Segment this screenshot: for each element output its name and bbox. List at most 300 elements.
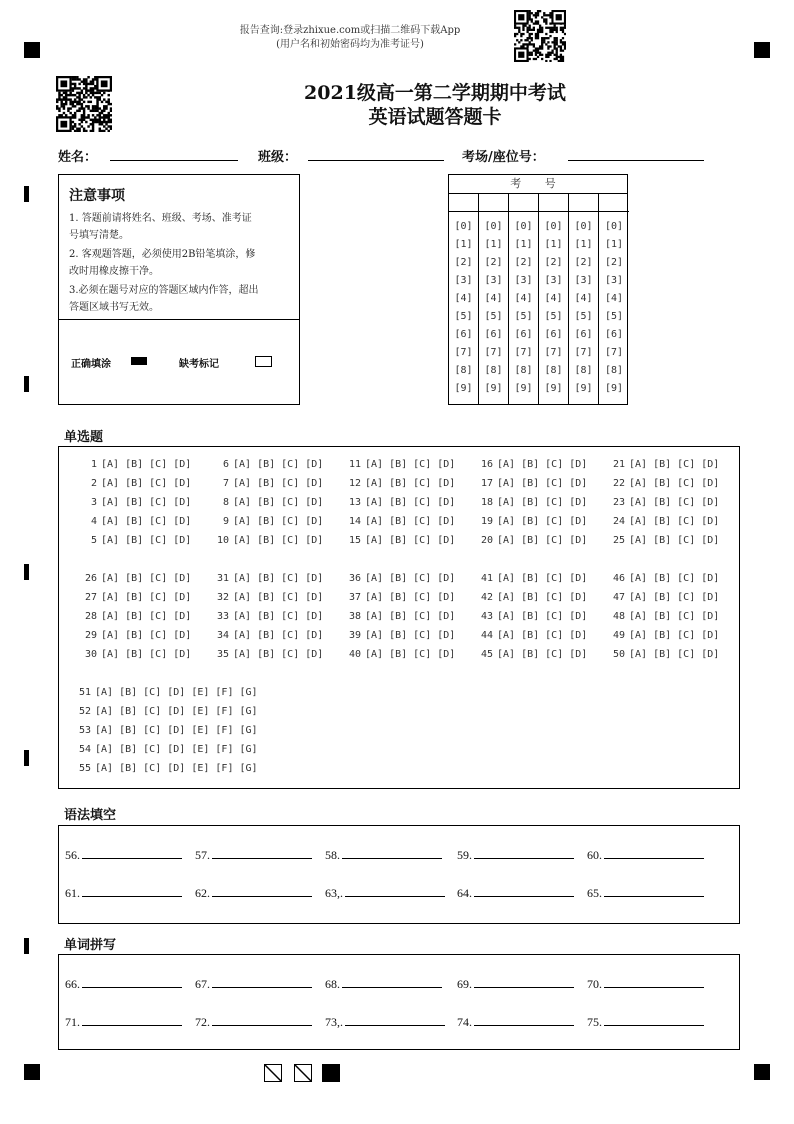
- question-row: [601, 478, 719, 489]
- exam-digit-bubble[interactable]: [8]: [574, 365, 593, 376]
- fiducial-slash-box: [264, 1064, 282, 1082]
- question-row: [67, 706, 258, 717]
- exam-title: 2021级高一第二学期期中考试: [304, 82, 566, 104]
- blank-line[interactable]: [604, 848, 704, 859]
- answer-options[interactable]: [A] [B] [C] [D]: [629, 516, 720, 527]
- answer-options[interactable]: [A] [B] [C] [D]: [497, 592, 588, 603]
- blank-number: 73,.: [325, 1015, 343, 1029]
- blank-line[interactable]: [604, 1015, 704, 1026]
- answer-options[interactable]: [A] [B] [C] [D] [E] [F] [G]: [95, 687, 258, 698]
- exam-digit-bubble[interactable]: [6]: [454, 329, 473, 340]
- answer-options[interactable]: [A] [B] [C] [D]: [365, 459, 456, 470]
- exam-digit-bubble[interactable]: [1]: [604, 239, 624, 250]
- question-number: 14: [348, 516, 361, 527]
- answer-options[interactable]: [A] [B] [C] [D]: [365, 592, 456, 603]
- question-row: [601, 516, 719, 527]
- question-number: 49: [612, 630, 625, 641]
- question-number: 4: [90, 516, 97, 527]
- question-row: [469, 592, 587, 603]
- question-row: [469, 535, 587, 546]
- answer-options[interactable]: [A] [B] [C] [D] [E] [F] [G]: [95, 706, 258, 717]
- answer-options[interactable]: [A] [B] [C] [D]: [629, 478, 720, 489]
- side-mark: [24, 564, 29, 580]
- exam-digit-bubble[interactable]: [0]: [484, 221, 503, 232]
- question-row: [469, 649, 587, 660]
- answer-options[interactable]: [A] [B] [C] [D]: [101, 459, 192, 470]
- exam-digit-bubble[interactable]: [2]: [484, 257, 503, 268]
- side-mark: [24, 376, 29, 392]
- answer-options[interactable]: [A] [B] [C] [D]: [365, 478, 456, 489]
- question-number: 20: [480, 535, 493, 546]
- exam-number-write-cell[interactable]: [539, 193, 568, 212]
- question-row: [205, 459, 323, 470]
- question-row: [337, 516, 455, 527]
- question-row: [67, 763, 258, 774]
- question-row: [337, 497, 455, 508]
- question-number: 35: [216, 649, 229, 660]
- question-row: [337, 573, 455, 584]
- blank-number: 56.: [65, 848, 80, 862]
- exam-digit-bubble[interactable]: [9]: [454, 383, 473, 394]
- exam-number-column: [539, 193, 569, 405]
- question-row: [601, 649, 719, 660]
- answer-blank: [325, 977, 442, 992]
- answer-options[interactable]: [A] [B] [C] [D]: [101, 630, 192, 641]
- exam-digit-bubble[interactable]: [4]: [574, 293, 593, 304]
- qr-code-app: [514, 10, 566, 62]
- blank-line[interactable]: [345, 1015, 445, 1026]
- question-row: [73, 478, 191, 489]
- answer-options[interactable]: [A] [B] [C] [D]: [233, 478, 324, 489]
- answer-blank: [325, 848, 442, 863]
- question-number: 40: [348, 649, 361, 660]
- notice-line: 2. 客观题答题，必须使用2B铅笔填涂，修: [69, 249, 256, 260]
- notice-line: 改时用橡皮擦干净。: [69, 266, 159, 277]
- exam-number-column: [569, 193, 599, 405]
- exam-digit-bubble[interactable]: [3]: [454, 275, 473, 286]
- exam-digit-bubble[interactable]: [5]: [574, 311, 593, 322]
- name-field[interactable]: [110, 160, 238, 161]
- blank-number: 69.: [457, 977, 472, 991]
- question-number: 10: [216, 535, 229, 546]
- question-row: [73, 592, 191, 603]
- question-row: [73, 573, 191, 584]
- exam-digit-bubble[interactable]: [3]: [544, 275, 563, 286]
- exam-digit-bubble[interactable]: [0]: [454, 221, 473, 232]
- exam-digit-bubble[interactable]: [2]: [574, 257, 593, 268]
- question-row: [469, 573, 587, 584]
- answer-options[interactable]: [A] [B] [C] [D]: [233, 611, 324, 622]
- question-row: [205, 478, 323, 489]
- question-number: 6: [222, 459, 229, 470]
- answer-blank: [65, 1015, 182, 1030]
- exam-digit-bubble[interactable]: [2]: [514, 257, 533, 268]
- question-number: 19: [480, 516, 493, 527]
- answer-options[interactable]: [A] [B] [C] [D]: [233, 459, 324, 470]
- answer-options[interactable]: [A] [B] [C] [D]: [497, 573, 588, 584]
- exam-digit-bubble[interactable]: [1]: [574, 239, 593, 250]
- blank-number: 58.: [325, 848, 340, 862]
- exam-digit-bubble[interactable]: [4]: [514, 293, 533, 304]
- answer-options[interactable]: [A] [B] [C] [D]: [233, 649, 324, 660]
- blank-line[interactable]: [212, 886, 312, 897]
- notice-box: [58, 174, 300, 405]
- exam-digit-bubble[interactable]: [4]: [454, 293, 473, 304]
- question-row: [337, 611, 455, 622]
- blank-line[interactable]: [604, 977, 704, 988]
- fiducial-solid-box: [322, 1064, 340, 1082]
- blank-number: 67.: [195, 977, 210, 991]
- answer-blank: [457, 848, 574, 863]
- blank-number: 75.: [587, 1015, 602, 1029]
- exam-digit-bubble[interactable]: [7]: [574, 347, 593, 358]
- exam-digit-bubble[interactable]: [2]: [454, 257, 473, 268]
- exam-number-table: [448, 174, 628, 405]
- question-row: [205, 611, 323, 622]
- exam-digit-bubble[interactable]: [9]: [514, 383, 533, 394]
- question-number: 55: [78, 763, 91, 774]
- question-number: 48: [612, 611, 625, 622]
- answer-options[interactable]: [A] [B] [C] [D]: [101, 497, 192, 508]
- class-label: 班级：: [258, 150, 298, 165]
- question-row: [601, 592, 719, 603]
- exam-digit-bubble[interactable]: [1]: [484, 239, 503, 250]
- notice-divider: [59, 319, 299, 320]
- answer-options[interactable]: [A] [B] [C] [D]: [365, 611, 456, 622]
- exam-digit-bubble[interactable]: [5]: [484, 311, 503, 322]
- answer-options[interactable]: [A] [B] [C] [D]: [629, 497, 720, 508]
- question-row: [601, 459, 719, 470]
- question-number: 26: [84, 573, 97, 584]
- exam-digit-bubble[interactable]: [0]: [544, 221, 563, 232]
- fiducial-slash-box: [294, 1064, 312, 1082]
- exam-digit-bubble[interactable]: [6]: [484, 329, 503, 340]
- blank-line[interactable]: [342, 977, 442, 988]
- single-choice-box: [58, 446, 740, 789]
- exam-digit-bubble[interactable]: [6]: [574, 329, 593, 340]
- answer-options[interactable]: [A] [B] [C] [D]: [233, 630, 324, 641]
- blank-number: 60.: [587, 848, 602, 862]
- question-number: 22: [612, 478, 625, 489]
- question-number: 28: [84, 611, 97, 622]
- answer-options[interactable]: [A] [B] [C] [D]: [629, 630, 720, 641]
- question-row: [601, 497, 719, 508]
- answer-blank: [65, 886, 182, 901]
- exam-digit-bubble[interactable]: [9]: [604, 383, 624, 394]
- seat-field[interactable]: [568, 160, 704, 161]
- question-row: [469, 630, 587, 641]
- answer-blank: [65, 848, 182, 863]
- exam-digit-bubble[interactable]: [3]: [484, 275, 503, 286]
- question-number: 11: [348, 459, 361, 470]
- exam-number-write-cell[interactable]: [449, 193, 478, 212]
- blank-line[interactable]: [82, 977, 182, 988]
- question-number: 23: [612, 497, 625, 508]
- blank-line[interactable]: [342, 848, 442, 859]
- question-number: 8: [222, 497, 229, 508]
- exam-digit-bubble[interactable]: [8]: [604, 365, 624, 376]
- answer-options[interactable]: [A] [B] [C] [D]: [365, 535, 456, 546]
- question-number: 44: [480, 630, 493, 641]
- exam-digit-bubble[interactable]: [6]: [604, 329, 624, 340]
- question-row: [205, 649, 323, 660]
- answer-options[interactable]: [A] [B] [C] [D]: [101, 592, 192, 603]
- answer-options[interactable]: [A] [B] [C] [D] [E] [F] [G]: [95, 725, 258, 736]
- answer-options[interactable]: [A] [B] [C] [D] [E] [F] [G]: [95, 744, 258, 755]
- answer-options[interactable]: [A] [B] [C] [D]: [629, 649, 720, 660]
- blank-number: 71.: [65, 1015, 80, 1029]
- notice-line: 3.必须在题号对应的答题区域内作答，超出: [69, 285, 259, 296]
- answer-blank: [457, 1015, 574, 1030]
- question-row: [601, 573, 719, 584]
- answer-options[interactable]: [A] [B] [C] [D]: [233, 497, 324, 508]
- question-row: [601, 535, 719, 546]
- correct-fill-label: 正确填涂: [71, 359, 111, 370]
- exam-digit-bubble[interactable]: [8]: [484, 365, 503, 376]
- question-number: 51: [78, 687, 91, 698]
- answer-options[interactable]: [A] [B] [C] [D]: [101, 611, 192, 622]
- exam-digit-bubble[interactable]: [8]: [454, 365, 473, 376]
- answer-options[interactable]: [A] [B] [C] [D]: [365, 573, 456, 584]
- blank-line[interactable]: [82, 1015, 182, 1026]
- blank-line[interactable]: [82, 886, 182, 897]
- answer-options[interactable]: [A] [B] [C] [D]: [233, 592, 324, 603]
- blank-line[interactable]: [474, 848, 574, 859]
- question-number: 3: [90, 497, 97, 508]
- exam-digit-bubble[interactable]: [4]: [604, 293, 624, 304]
- answer-options[interactable]: [A] [B] [C] [D]: [101, 478, 192, 489]
- question-number: 46: [612, 573, 625, 584]
- login-note: [200, 24, 500, 52]
- question-number: 24: [612, 516, 625, 527]
- side-mark: [24, 186, 29, 202]
- exam-digit-bubble[interactable]: [7]: [514, 347, 533, 358]
- grammar-title: 语法填空: [64, 808, 117, 823]
- exam-digit-bubble[interactable]: [8]: [514, 365, 533, 376]
- answer-blank: [587, 886, 704, 901]
- absent-mark-label: 缺考标记: [179, 359, 219, 370]
- question-number: 2: [90, 478, 97, 489]
- question-row: [73, 611, 191, 622]
- answer-options[interactable]: [A] [B] [C] [D]: [365, 497, 456, 508]
- question-row: [601, 630, 719, 641]
- question-number: 34: [216, 630, 229, 641]
- blank-line[interactable]: [212, 977, 312, 988]
- exam-digit-bubble[interactable]: [9]: [544, 383, 563, 394]
- question-row: [337, 478, 455, 489]
- exam-digit-bubble[interactable]: [7]: [544, 347, 563, 358]
- question-number: 39: [348, 630, 361, 641]
- absent-mark-box[interactable]: [255, 356, 272, 367]
- side-mark: [24, 938, 29, 954]
- corner-mark-bottom-left: [24, 1064, 40, 1080]
- answer-blank: [587, 1015, 704, 1030]
- question-number: 21: [612, 459, 625, 470]
- exam-digit-bubble[interactable]: [0]: [514, 221, 533, 232]
- blank-line[interactable]: [345, 886, 445, 897]
- exam-digit-bubble[interactable]: [5]: [514, 311, 533, 322]
- blank-line[interactable]: [474, 977, 574, 988]
- question-row: [67, 687, 258, 698]
- question-number: 12: [348, 478, 361, 489]
- exam-digit-bubble[interactable]: [3]: [514, 275, 533, 286]
- answer-options[interactable]: [A] [B] [C] [D]: [497, 516, 588, 527]
- answer-options[interactable]: [A] [B] [C] [D]: [497, 630, 588, 641]
- question-number: 30: [84, 649, 97, 660]
- question-row: [205, 535, 323, 546]
- answer-options[interactable]: [A] [B] [C] [D]: [629, 459, 720, 470]
- question-row: [337, 459, 455, 470]
- answer-options[interactable]: [A] [B] [C] [D]: [629, 611, 720, 622]
- spelling-title: 单词拼写: [64, 938, 117, 953]
- exam-digit-bubble[interactable]: [9]: [484, 383, 503, 394]
- question-number: 50: [612, 649, 625, 660]
- question-row: [205, 516, 323, 527]
- exam-number-write-cell[interactable]: [479, 193, 508, 212]
- exam-digit-bubble[interactable]: [1]: [454, 239, 473, 250]
- answer-blank: [587, 848, 704, 863]
- answer-blank: [195, 848, 312, 863]
- exam-digit-bubble[interactable]: [7]: [454, 347, 473, 358]
- corner-mark-top-right: [754, 42, 770, 58]
- answer-options[interactable]: [A] [B] [C] [D]: [497, 478, 588, 489]
- class-field[interactable]: [308, 160, 444, 161]
- question-row: [337, 592, 455, 603]
- exam-number-column: [599, 193, 629, 405]
- question-number: 45: [480, 649, 493, 660]
- answer-blank: [587, 977, 704, 992]
- side-mark: [24, 750, 29, 766]
- answer-options[interactable]: [A] [B] [C] [D]: [497, 535, 588, 546]
- question-number: 25: [612, 535, 625, 546]
- answer-options[interactable]: [A] [B] [C] [D]: [497, 649, 588, 660]
- answer-options[interactable]: [A] [B] [C] [D]: [497, 611, 588, 622]
- qr-code-student: [56, 76, 112, 132]
- question-number: 13: [348, 497, 361, 508]
- answer-options[interactable]: [A] [B] [C] [D]: [629, 573, 720, 584]
- answer-options[interactable]: [A] [B] [C] [D]: [101, 649, 192, 660]
- question-number: 27: [84, 592, 97, 603]
- exam-digit-bubble[interactable]: [0]: [604, 221, 624, 232]
- exam-number-write-cell[interactable]: [569, 193, 598, 212]
- question-number: 36: [348, 573, 361, 584]
- notice-line: 号填写清楚。: [69, 230, 129, 241]
- exam-digit-bubble[interactable]: [5]: [604, 311, 624, 322]
- exam-digit-bubble[interactable]: [5]: [454, 311, 473, 322]
- blank-line[interactable]: [604, 886, 704, 897]
- question-number: 38: [348, 611, 361, 622]
- question-number: 47: [612, 592, 625, 603]
- exam-digit-bubble[interactable]: [4]: [484, 293, 503, 304]
- blank-line[interactable]: [212, 848, 312, 859]
- question-row: [73, 497, 191, 508]
- question-row: [469, 478, 587, 489]
- answer-options[interactable]: [A] [B] [C] [D]: [497, 459, 588, 470]
- question-number: 43: [480, 611, 493, 622]
- exam-digit-bubble[interactable]: [8]: [544, 365, 563, 376]
- exam-digit-bubble[interactable]: [9]: [574, 383, 593, 394]
- exam-digit-bubble[interactable]: [1]: [544, 239, 563, 250]
- exam-digit-bubble[interactable]: [2]: [604, 257, 624, 268]
- blank-number: 72.: [195, 1015, 210, 1029]
- question-row: [73, 516, 191, 527]
- question-row: [205, 497, 323, 508]
- exam-digit-bubble[interactable]: [3]: [574, 275, 593, 286]
- exam-number-write-cell[interactable]: [599, 193, 629, 212]
- answer-options[interactable]: [A] [B] [C] [D]: [629, 535, 720, 546]
- question-row: [337, 649, 455, 660]
- exam-digit-bubble[interactable]: [3]: [604, 275, 624, 286]
- answer-options[interactable]: [A] [B] [C] [D]: [101, 573, 192, 584]
- answer-options[interactable]: [A] [B] [C] [D]: [629, 592, 720, 603]
- exam-digit-bubble[interactable]: [1]: [514, 239, 533, 250]
- answer-blank: [195, 1015, 312, 1030]
- answer-options[interactable]: [A] [B] [C] [D]: [233, 516, 324, 527]
- question-number: 29: [84, 630, 97, 641]
- login-note-sub: (用户名和初始密码均为准考证号): [276, 39, 424, 50]
- exam-digit-bubble[interactable]: [2]: [544, 257, 563, 268]
- question-row: [469, 516, 587, 527]
- exam-number-column: [509, 193, 539, 405]
- exam-number-header: 考 号: [449, 175, 627, 194]
- answer-options[interactable]: [A] [B] [C] [D] [E] [F] [G]: [95, 763, 258, 774]
- exam-number-write-cell[interactable]: [509, 193, 538, 212]
- answer-blank: [65, 977, 182, 992]
- question-number: 9: [222, 516, 229, 527]
- blank-line[interactable]: [82, 848, 182, 859]
- blank-line[interactable]: [474, 1015, 574, 1026]
- question-number: 37: [348, 592, 361, 603]
- exam-number-column: [449, 193, 479, 405]
- answer-options[interactable]: [A] [B] [C] [D]: [101, 516, 192, 527]
- answer-blank: [195, 886, 312, 901]
- answer-options[interactable]: [A] [B] [C] [D]: [233, 573, 324, 584]
- answer-options[interactable]: [A] [B] [C] [D]: [233, 535, 324, 546]
- question-number: 52: [78, 706, 91, 717]
- answer-options[interactable]: [A] [B] [C] [D]: [365, 516, 456, 527]
- question-row: [205, 630, 323, 641]
- exam-digit-bubble[interactable]: [5]: [544, 311, 563, 322]
- exam-digit-bubble[interactable]: [6]: [544, 329, 563, 340]
- question-number: 5: [90, 535, 97, 546]
- answer-options[interactable]: [A] [B] [C] [D]: [365, 649, 456, 660]
- notice-line: 1. 答题前请将姓名、班级、考场、准考证: [69, 213, 252, 224]
- question-row: [469, 611, 587, 622]
- question-row: [67, 725, 258, 736]
- question-number: 18: [480, 497, 493, 508]
- blank-number: 64.: [457, 886, 472, 900]
- exam-digit-bubble[interactable]: [0]: [574, 221, 593, 232]
- notice-line: 答题区域书写无效。: [69, 302, 159, 313]
- answer-blank: [457, 977, 574, 992]
- question-row: [469, 497, 587, 508]
- question-number: 15: [348, 535, 361, 546]
- blank-line[interactable]: [212, 1015, 312, 1026]
- answer-blank: [325, 1015, 445, 1030]
- answer-options[interactable]: [A] [B] [C] [D]: [497, 497, 588, 508]
- blank-number: 65.: [587, 886, 602, 900]
- answer-options[interactable]: [A] [B] [C] [D]: [365, 630, 456, 641]
- answer-options[interactable]: [A] [B] [C] [D]: [101, 535, 192, 546]
- blank-line[interactable]: [474, 886, 574, 897]
- exam-digit-bubble[interactable]: [4]: [544, 293, 563, 304]
- question-number: 1: [90, 459, 97, 470]
- exam-digit-bubble[interactable]: [7]: [604, 347, 624, 358]
- blank-number: 68.: [325, 977, 340, 991]
- corner-mark-top-left: [24, 42, 40, 58]
- exam-digit-bubble[interactable]: [7]: [484, 347, 503, 358]
- exam-digit-bubble[interactable]: [6]: [514, 329, 533, 340]
